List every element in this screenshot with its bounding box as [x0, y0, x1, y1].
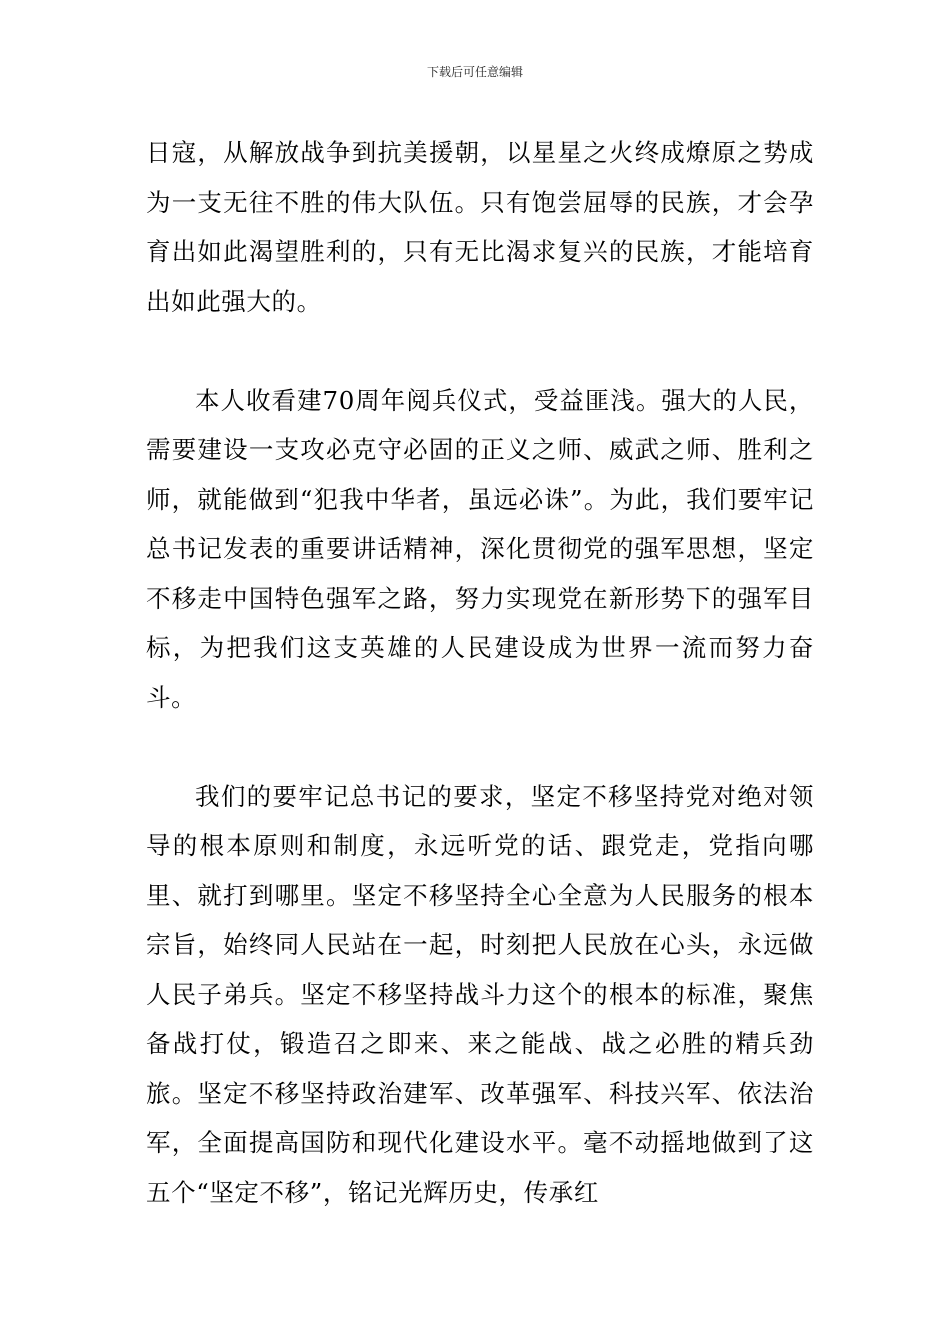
- paragraph-1: 日寇，从解放战争到抗美援朝，以星星之火终成燎原之势成为一支无往不胜的伟大队伍。只有饱尝屈辱的民族，才会孕育出如此渴望胜利的，只有无比渴求复兴的民族，才能培育出如此强大的。: [146, 138, 814, 316]
- page-header: 下载后可任意编辑: [426, 65, 523, 79]
- paragraph-3: 我们的要牢记总书记的要求，坚定不移坚持党对绝对领导的根本原则和制度，永远听党的话、跟党走，党指向哪里、就打到哪里。坚定不移坚持全心全意为人民服务的根本宗旨，始终同人民站在一起，时刻把人民放在心头，永远做人民子弟兵。坚定不移坚持战斗力这个的根本的标准，聚焦备战打仗，锻造召之即来、来之能战、战之必胜的精兵劲旅。坚定不移坚持政治建军、改革强军、科技兴军、依法治军，全面提高国防和现代化建设水平。毫不动摇地做到了这五个“坚定不移”，铭记光辉历史，传承红: [146, 781, 814, 1207]
- paragraph-2: 本人收看建70周年阅兵仪式，受益匪浅。强大的人民，需要建设一支攻必克守必固的正义之师、威武之师、胜利之师，就能做到“犯我中华者，虽远必诛”。为此，我们要牢记总书记发表的重要讲话精神，深化贯彻党的强军思想，坚定不移走中国特色强军之路，努力实现党在新形势下的强军目标，为把我们这支英雄的人民建设成为世界一流而努力奋斗。: [146, 385, 814, 712]
- document-body: [146, 128, 814, 1217]
